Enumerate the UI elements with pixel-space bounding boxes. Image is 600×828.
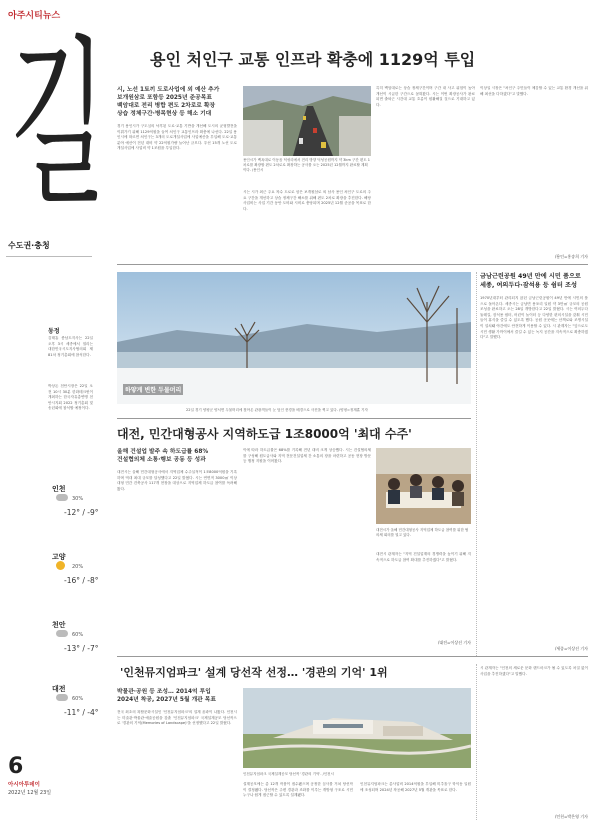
article1-sub: 보개원삼로 포함등 2025년 준공목표 [117,95,212,101]
article4-body-4: 시 관계자는 "인천의 새로운 문화 랜드마크가 될 수 있도록 차질 없이 사업을 추진하겠다"고 말했다. [480,666,588,676]
article2-body: 1970년대부터 관리되지 않던 금남근린공원이 49년 만에 시민의 품으로 돌아온다. 세종시는 금남면 용포리 일원 약 3만㎡ 규모의 공원 조성을 완료하고 오는 28일 개방한다고 22일 밝혔다. 시는 여의두다 둘레길, 잠석용 쉼터, 어린이 놀이터 등 다양한 편의시설을 갖춰 시민들이 휴식을 즐길 수 있도록 했다. 공원 곳곳에는 산책로와 조명시설이 설치돼 야간에도 안전하게 이용할 수 있다. 시 관계자는 "앞으로도 시민 생활 가까이에서 즐길 수 있는 녹지 공간을 지속적으로 확충하겠다"고 말했다. [480,296,588,340]
weather-city: 대전 [52,685,66,693]
article4-body-2: 설계공모에는 총 12개 작품이 접수됐으며 공정한 심사를 거쳐 당선작이 결정됐다. 당선작은 주변 경관과 조화를 이루는 개방형 구조로 시민 누구나 쉽게 접근할 수 있도록 설계됐다. [243,782,353,798]
weather-city: 고양 [52,553,66,561]
article2-headline: 금남근린공원 49년 만에 시민 품으로 세종, 여의두다·잠석용 등 쉼터 조성 [480,273,581,289]
brand-glyph: 길 [10,18,107,230]
weather-incheon [52,484,99,517]
article4-sub: 2024년 착공, 2027년 5월 개관 목표 [117,697,216,703]
article1-caption [243,158,371,186]
article2-caption-text: 22일 경기 양평군 양서면 두물머리에 찾아온 관광객들이 눈 덮인 풍경을 배경으로 사진을 찍고 있다. [186,408,338,412]
article3-headline: 대전, 민간대형공사 지역하도급 1조8000억 '최대 수주' [117,427,412,441]
article4-caption [243,772,471,777]
article1-photo [243,86,371,156]
weather-temp: -11° / -4° [64,708,99,717]
sun-icon [56,561,65,570]
brand-region: 수도권·충청 [8,241,50,250]
article1-body-2: 시는 시가 최근 주요 착수 도로로 삼은 보개원삼로 외 남사 용인 처인구 도로의 주요 구간을 개선하고 상습 정체구간 해소를 위해 편도 2차로 확장을 추진한다. 해당 사업비는 사업 기간 동안 도비와 시비로 충당되며 2025년 12월 준공을 목표로 한다. [243,190,371,211]
article4-subs [117,688,237,704]
article2-photo-credit: /양평=정재훈 기자 [339,408,368,412]
article1-subs [117,86,237,118]
article2-caption [186,408,471,413]
sidebar-news-2: 박상돈 천안시장은 22일 오전 10시 30분 한화테크윈이 개최하는 한국자유총연맹 천안시지회 2022 정기총회 및 송년회에 참석할 예정이다. [48,384,93,411]
article4-photo [243,688,471,768]
weather-pct: 60% [72,696,84,702]
article1-sub: 백암대로 전리 병합 편도 2차로로 확장 [117,103,216,109]
article4-body-3: 인천뮤지엄파크는 총사업비 2014억원을 투입해 미추홀구 학익동 일원에 조성되며 2024년 착공해 2027년 5월 개관을 목표로 한다. [360,782,471,792]
article2-photo-label: 하얗게 변한 두물머리 [123,384,183,395]
article3-sub: 올해 건설업 발주 속 하도급률 68% [117,449,209,455]
paper-name: 아시아투데이 [8,782,40,788]
cloud-icon [56,494,68,501]
article4-caption-text: 인천뮤지엄파크 국제설계공모 당선작 '경관의 기억'. [243,772,322,776]
article4-headline: '인천뮤지엄파크' 설계 당선작 선정… '경관의 기억' 1위 [120,666,388,679]
weather-pct: 20% [72,564,84,570]
article4-sub: 박물관·공원 등 조성… 2014억 투입 [117,689,211,695]
weather-city: 인천 [52,485,66,493]
weather-city: 천안 [52,621,66,629]
weather-cheonan [52,620,99,653]
article1-byline: /용인=홍송희 기자 [554,254,588,259]
article3-byline: /대전=이상선 기자 [437,640,471,645]
issue-date: 2022년 12월 23일 [8,790,52,796]
cloud-icon [56,630,68,637]
article1-sub: 시, 노선 1토끼 도로사업에 외 예산 추가 [117,87,220,93]
article3-subs [117,448,237,464]
article3-body-1: 대전시는 올해 민간대형공사에서 지역업체 수주실적이 1조8000억원을 기록하며 역대 최대 규모를 달성했다고 22일 밝혔다. 시는 연면적 3000㎡ 이상 대형 민간 건축공사 117개 현장을 대상으로 지역업체 하도급 참여를 독려해왔다. [117,470,237,491]
article1-caption-text: 용인시가 백옥대로 이동읍 덕성리에서 전리 방향 덕성공원까지 약 3km 구간 편도 1차로를 확장할 편도 2차로로 확장하는 공사를 오는 2025년 12월까지 완료할 계획이다. [243,158,370,172]
sidebar [0,0,107,828]
weather-daejeon [52,684,99,717]
article4-body-1: 전국 최초의 복합문화시설인 '인천뮤지엄파크'의 설계 윤곽이 나왔다. 인천시는 미술관·박물관·예술공원을 갖춘 '인천뮤지엄파크' 국제설계공모 당선작으로 '경관의 기억(Memories of Landscape)'을 선정했다고 22일 밝혔다. [117,710,237,726]
article3-photo [376,448,471,524]
article4-byline: /인천=박은영 기자 [554,814,588,819]
sidebar-news-1: 김태흠 충남도지사는 22일 오후 3시 세종에서 열리는 대한민국시도지사협의회 제81차 정기총회에 참석한다. [48,336,93,357]
page-number: 6 [8,754,24,779]
weather-pct: 30% [72,496,84,502]
article1-sub: 상습 정체구간·병목현상 등 해소 기대 [117,111,212,117]
article3-sub: 건설협의체 소통·행보 공동 등 성과 [117,457,206,463]
article1-headline: 용인 처인구 교통 인프라 확충에 1129억 투입 [150,50,476,69]
article1-body-1: 경기 용인시가 구도심의 낙후된 도로·교통 기반을 개선해 도시의 균형발전을 이뤄가기 위해 1129억원을 들여 처인구 교통인프라 확충에 나선다. 22일 용인시에 따르면 처인구는 3개의 도로개설사업에 사업예산을 투입해 도로·교통 분야 예산이 전년 대비 약 22억원가량 늘어난 규모다. 우선 15개 노선 도로 개설사업에 사업비 약 1조원을 투입한다. [117,124,237,151]
article1-body-3: 특히 백암대로는 상습 정체구간이며 구간 내 사고 위험이 높아 개선이 시급한 구간으로 꼽혀왔다. 시는 이번 확장공사가 완료되면 출퇴근 시간대 교통 흐름이 원활해질 것으로 기대하고 있다. [376,86,475,107]
article3-body-3: 대전시 관계자는 "지역 건설업계의 경쟁력을 높이기 위해 지속적으로 하도급 참여 확대를 추진하겠다"고 밝혔다. [376,552,471,562]
article2-byline: /세종=이상선 기자 [554,646,588,651]
article2-photo [117,272,471,404]
brand-name: 아주시티뉴스 [8,11,61,21]
cloud-icon [56,694,68,701]
article1-body-4: 이상일 시장은 "처인구 주민들이 체감할 수 있는 교통 환경 개선을 위해 최선을 다하겠다"고 말했다. [480,86,588,96]
weather-temp: -16° / -8° [64,576,99,585]
article4-photo-credit: /인천시 [322,772,334,776]
article3-caption: 대전시가 올해 민간대형공사 지역업체 하도급 참여를 위한 협의체 회의를 열고 있다. [376,528,469,537]
sidebar-news-title: 동정 [48,328,60,335]
weather-goyang [52,552,99,585]
article3-body-2: 이에 따라 하도급률은 68%를 기록해 전년 대비 크게 상승했다. 시는 건설협의체를 구성해 원도급사와 지역 전문건설업체 간 소통의 장을 마련하고 공동 현장 방문 등 행정 지원을 이어왔다. [243,448,371,464]
article1-photo-credit: /용인시 [252,168,264,172]
weather-temp: -13° / -7° [64,644,99,653]
weather-pct: 60% [72,632,84,638]
weather-temp: -12° / -9° [64,508,99,517]
